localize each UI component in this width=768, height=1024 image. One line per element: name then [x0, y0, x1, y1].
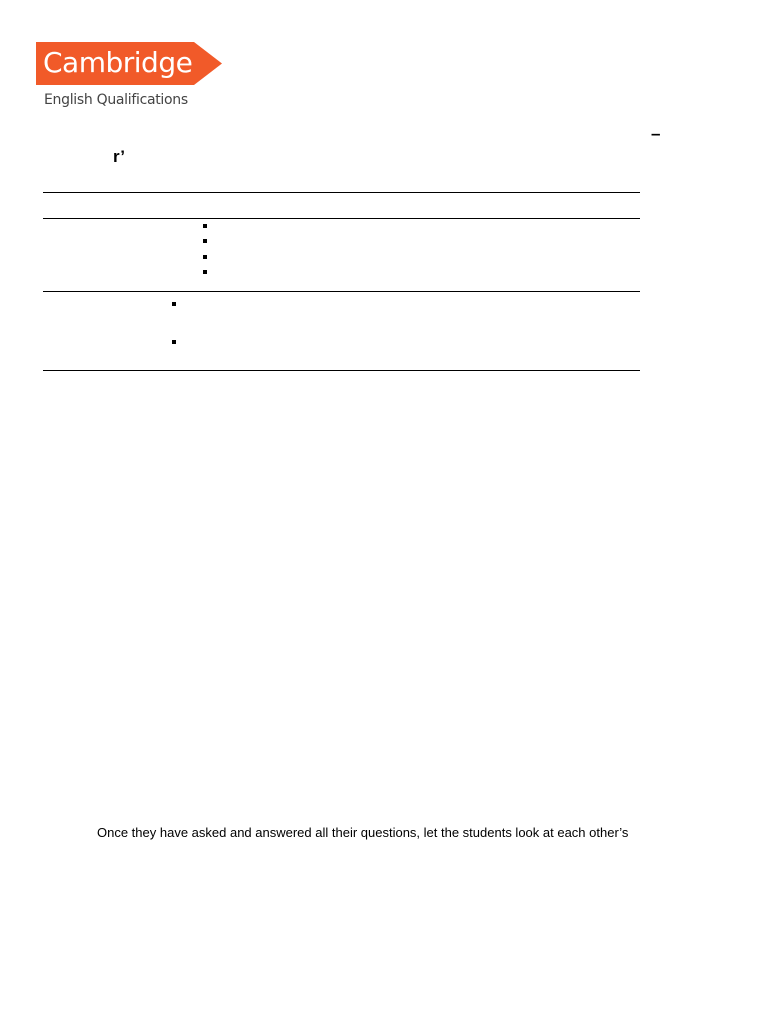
table-rule-middle	[43, 291, 640, 292]
bullet-marker	[203, 255, 207, 259]
table-rule-bottom	[43, 370, 640, 371]
logo-subtitle: English Qualifications	[44, 92, 188, 108]
bullet-marker	[203, 270, 207, 274]
bullet-marker	[172, 340, 176, 344]
header-r-fragment: r’	[113, 147, 125, 166]
cambridge-logo	[36, 42, 224, 112]
bullet-marker	[203, 239, 207, 243]
header-dash-fragment: –	[651, 124, 661, 143]
bullet-marker	[172, 302, 176, 306]
table-rule-top	[43, 192, 640, 193]
logo-wordmark: Cambridge	[43, 46, 193, 79]
table-rule-header	[43, 218, 640, 219]
instruction-paragraph: Once they have asked and answered all their questions, let the students look at each other’s	[97, 825, 629, 840]
bullet-marker	[203, 224, 207, 228]
